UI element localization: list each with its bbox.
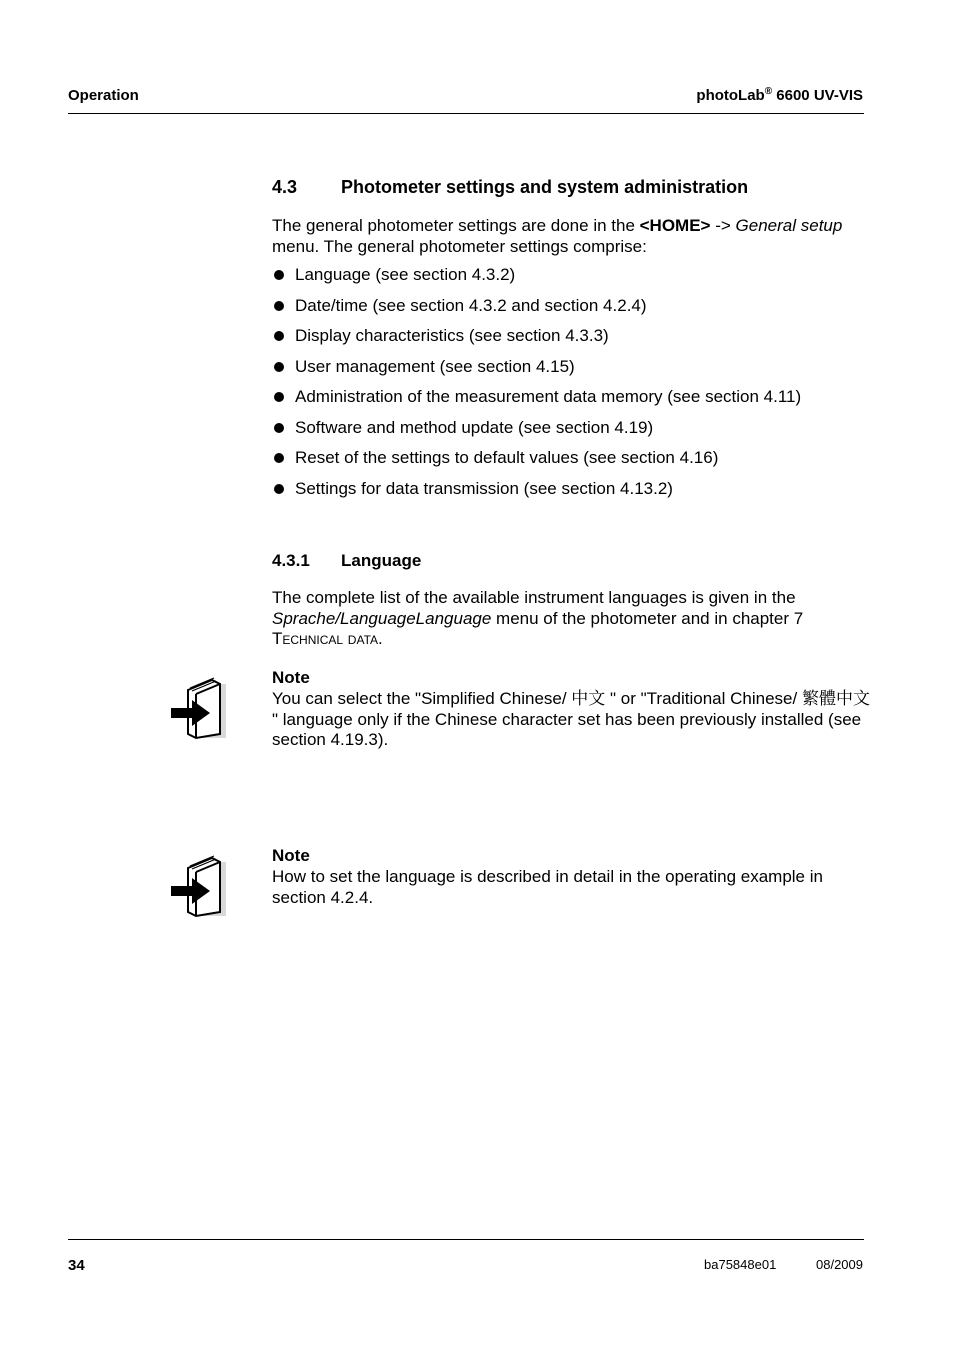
note-heading: Note: [272, 846, 310, 865]
list-item: Settings for data transmission (see section 4.13.2): [272, 478, 872, 509]
settings-list: [272, 264, 872, 508]
note-text: You can select the "Simplified Chinese/ 中文 " or "Traditional Chinese/ 繁體中文 " language only if the Chinese character set has been previously installed (see section 4.19.3).: [272, 689, 870, 749]
note-text: How to set the language is described in detail in the operating example in section 4.2.4.: [272, 867, 823, 907]
manual-reference-icon: [168, 854, 230, 920]
bullet-icon: [274, 453, 284, 463]
bullet-icon: [274, 331, 284, 341]
header-rule: [68, 113, 864, 114]
chapter-reference: Technical data: [272, 629, 379, 648]
language-menu: Sprache/LanguageLanguage: [272, 608, 492, 628]
intro-arrow: ->: [710, 216, 736, 235]
document-id: ba75848e01: [704, 1257, 777, 1272]
registered-mark: ®: [764, 86, 773, 97]
section-title: Photometer settings and system administration: [341, 177, 749, 197]
section-intro: [272, 216, 872, 257]
bullet-icon: [274, 484, 284, 494]
general-setup-menu: General setup: [735, 216, 843, 235]
bullet-icon: [274, 301, 284, 311]
page-number: 34: [68, 1257, 85, 1274]
bullet-icon: [274, 392, 284, 402]
footer-rule: [68, 1239, 864, 1240]
list-item: Reset of the settings to default values (see section 4.16): [272, 447, 872, 478]
bullet-icon: [274, 270, 284, 280]
list-item: User management (see section 4.15): [272, 356, 872, 387]
note-heading: Note: [272, 668, 310, 687]
manual-reference-icon: [168, 676, 230, 742]
bullet-icon: [274, 362, 284, 372]
subsection-number: 4.3.1: [272, 551, 310, 570]
language-paragraph: The complete list of the available instrument languages is given in the Sprache/LanguageLanguage menu of the photometer and in chapter 7 Technical data.: [272, 588, 804, 648]
list-item: Display characteristics (see section 4.3.3): [272, 325, 872, 356]
home-key: <HOME>: [639, 216, 711, 235]
running-header-right: [696, 87, 863, 104]
list-item: Date/time (see section 4.3.2 and section 4.2.4): [272, 295, 872, 326]
list-item: Language (see section 4.3.2): [272, 264, 872, 295]
section-number: 4.3: [272, 177, 298, 197]
intro-text-end: menu. The general photometer settings comprise:: [272, 236, 647, 256]
list-item: Administration of the measurement data memory (see section 4.11): [272, 386, 872, 417]
running-header-left: Operation: [68, 87, 139, 104]
document-date: 08/2009: [816, 1257, 863, 1272]
list-item: Software and method update (see section 4.19): [272, 417, 872, 448]
subsection-title: Language: [341, 551, 422, 570]
product-model: 6600 UV-VIS: [772, 87, 863, 104]
intro-text: The general photometer settings are done in the: [272, 216, 640, 235]
bullet-icon: [274, 423, 284, 433]
product-name: photoLab: [696, 87, 765, 104]
